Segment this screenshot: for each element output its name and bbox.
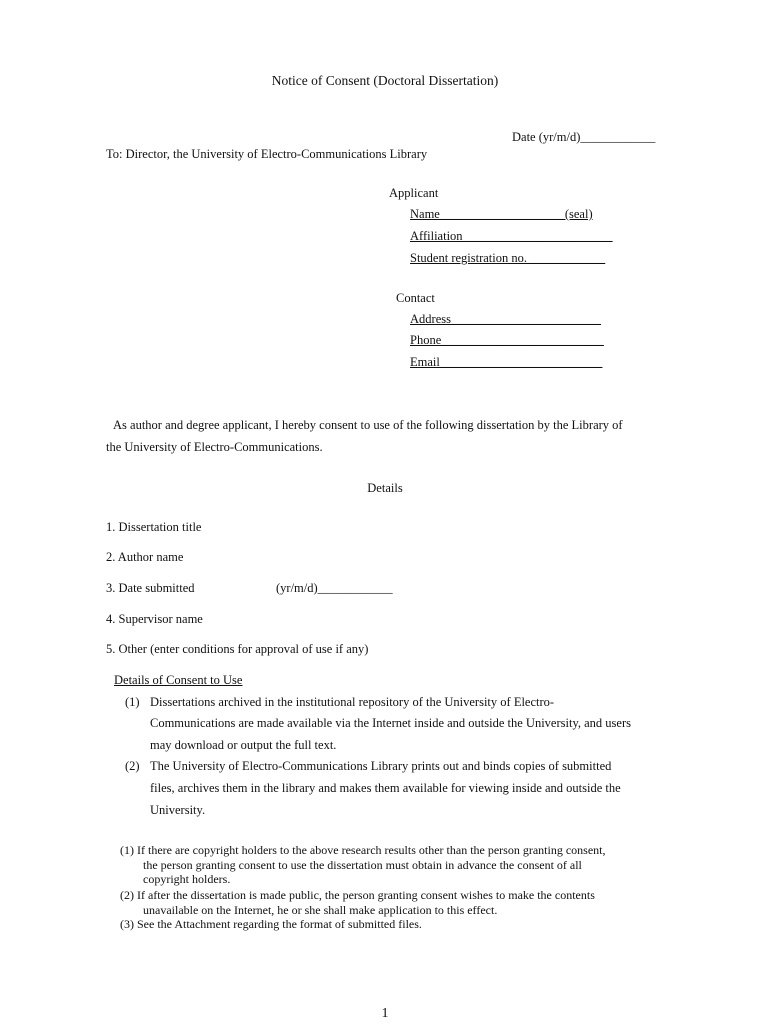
note-2-line: (2) If after the dissertation is made public, the person granting consent wishes to make the contents bbox=[120, 888, 595, 902]
consent-statement-line-1: As author and degree applicant, I hereby consent to use of the following dissertation by the Library of bbox=[113, 418, 623, 432]
document-title: Notice of Consent (Doctoral Dissertation) bbox=[271, 73, 499, 88]
consent-2-number: (2) bbox=[125, 759, 140, 773]
item-author-name: 2. Author name bbox=[106, 550, 184, 564]
date-submitted-field: (yr/m/d)____________ bbox=[276, 581, 393, 595]
consent-2-line: University. bbox=[150, 803, 206, 817]
consent-1-line: Dissertations archived in the institutional repository of the University of Electro- bbox=[150, 695, 555, 709]
contact-label: Contact bbox=[396, 291, 435, 305]
applicant-label: Applicant bbox=[389, 186, 439, 200]
item-supervisor-name: 4. Supervisor name bbox=[106, 612, 203, 626]
recipient-line: To: Director, the University of Electro-Communications Library bbox=[106, 147, 428, 161]
note-1-line: copyright holders. bbox=[143, 872, 231, 886]
email-field: Email__________________________ bbox=[410, 355, 603, 369]
consent-1-line: may download or output the full text. bbox=[150, 738, 337, 752]
note-1-line: (1) If there are copyright holders to the above research results other than the person granting consent, bbox=[120, 843, 606, 857]
consent-1-number: (1) bbox=[125, 695, 140, 709]
note-2-line: unavailable on the Internet, he or she shall make application to this effect. bbox=[143, 903, 498, 917]
consent-heading: Details of Consent to Use bbox=[114, 673, 243, 687]
item-other: 5. Other (enter conditions for approval of use if any) bbox=[106, 642, 369, 656]
phone-field: Phone__________________________ bbox=[410, 333, 604, 347]
item-date-submitted: 3. Date submitted bbox=[106, 581, 195, 595]
consent-2-line: files, archives them in the library and makes them available for viewing inside and outside the bbox=[150, 781, 621, 795]
details-heading: Details bbox=[367, 481, 403, 495]
note-1-line: the person granting consent to use the dissertation must obtain in advance the consent of all bbox=[143, 858, 582, 872]
consent-2-line: The University of Electro-Communications Library prints out and binds copies of submitted bbox=[150, 759, 612, 773]
name-field: Name____________________(seal) bbox=[410, 207, 593, 221]
student-registration-field: Student registration no. ____________ bbox=[410, 251, 606, 265]
address-field: Address________________________ bbox=[410, 312, 601, 326]
date-field: Date (yr/m/d)____________ bbox=[512, 130, 656, 144]
consent-statement-line-2: the University of Electro-Communications. bbox=[106, 440, 323, 454]
item-dissertation-title: 1. Dissertation title bbox=[106, 520, 202, 534]
note-3: (3) See the Attachment regarding the format of submitted files. bbox=[120, 917, 422, 931]
consent-1-line: Communications are made available via the Internet inside and outside the University, and users bbox=[150, 716, 631, 730]
affiliation-field: Affiliation________________________ bbox=[410, 229, 613, 243]
page-number: 1 bbox=[381, 1006, 389, 1021]
